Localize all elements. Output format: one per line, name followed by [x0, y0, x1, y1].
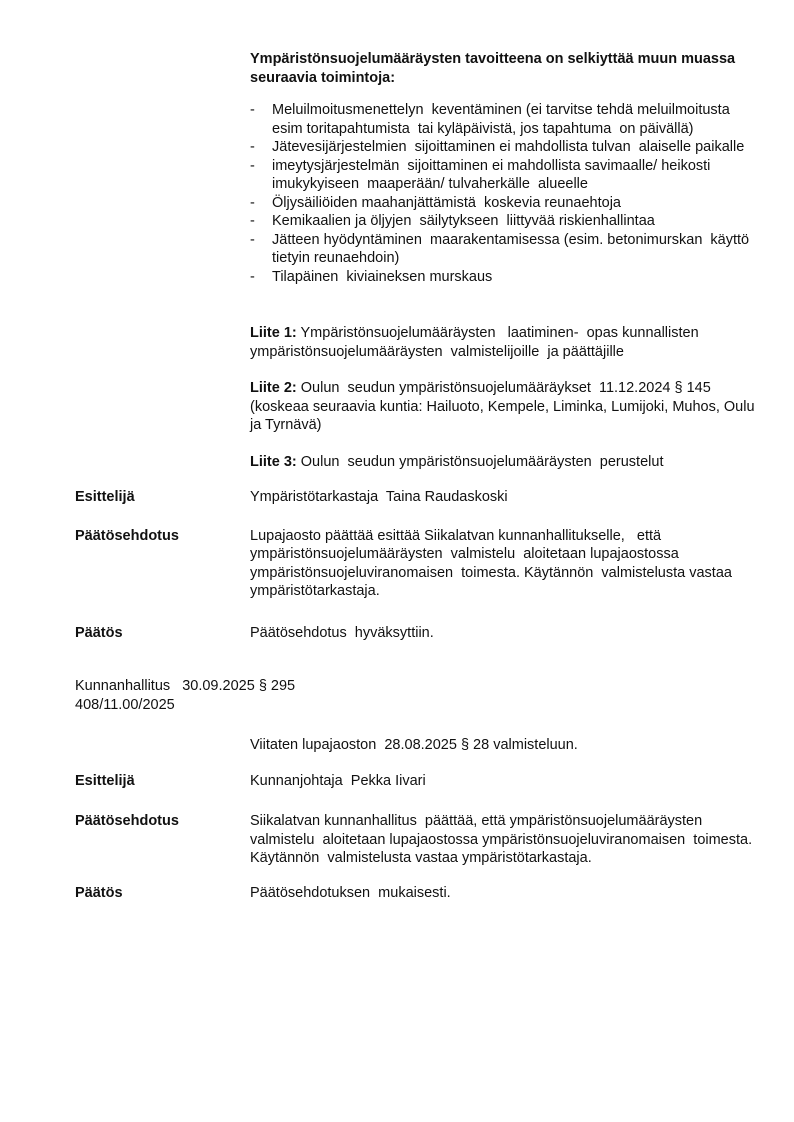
list-item [250, 268, 755, 287]
list-item [250, 212, 755, 231]
bullet-list [250, 101, 755, 286]
section-text: Siikalatvan kunnanhallitus päättää, että ympäristönsuojelumääräysten valmistelu aloitetaan lupajaostossa ympäristönsuojeluviranomaisen toimesta. Käytännön valmistelusta vastaa ympäristötarkastaja. [250, 813, 757, 866]
section-label: Esittelijä [75, 772, 135, 789]
attachment-label: Liite 2: [250, 380, 297, 396]
section-text: Kunnanjohtaja Pekka Iivari [250, 772, 426, 789]
dash-bullet-icon: - [250, 194, 255, 211]
bullet-text: Jätteen hyödyntäminen maarakentamisessa (esim. betonimurskan käyttö tietyin reunaehdoin) [272, 231, 754, 266]
section-label: Päätös [75, 624, 123, 641]
attachment-text: Oulun seudun ympäristönsuojelumääräysten perustelut [296, 453, 664, 470]
intro-block [250, 50, 759, 471]
attachment-list [250, 324, 759, 471]
reference-text: Viitaten lupajaoston 28.08.2025 § 28 valmisteluun. [250, 737, 578, 753]
section-text: Ympäristötarkastaja Taina Raudaskoski [250, 489, 508, 505]
attachment-text: Oulun seudun ympäristönsuojelumääräykset 11.12.2024 § 145 (koskeaa seuraavia kuntia: Hailuoto, Kempele, Liminka, Lumijoki, Muhos, Oulu ja Tyrnävä) [250, 380, 759, 433]
board-heading-line: Kunnanhallitus 30.09.2025 § 295 [75, 678, 296, 694]
dash-bullet-icon: - [250, 268, 255, 285]
bullet-text: Tilapäinen kiviaineksen murskaus [272, 268, 493, 285]
section-esittelija-2 [75, 772, 780, 791]
attachment-liite-2 [250, 379, 759, 435]
bullet-text: imeytysjärjestelmän sijoittaminen ei mahdollista savimaalle/ heikosti imukykyiseen maaperään/ tulvaherkälle alueelle [272, 157, 715, 192]
section-paatos-1 [75, 624, 780, 643]
attachment-liite-3 [250, 453, 755, 472]
dash-bullet-icon: - [250, 102, 255, 118]
board-heading [75, 677, 780, 714]
attachment-liite-1 [250, 324, 755, 361]
list-item [250, 138, 755, 157]
section-paatos-2 [75, 884, 780, 903]
section-esittelija-1 [75, 488, 780, 507]
section-label: Päätös [75, 884, 123, 901]
bullet-text: Kemikaalien ja öljyjen säilytykseen liittyvää riskienhallintaa [272, 213, 655, 229]
section-label: Päätösehdotus [75, 527, 179, 544]
list-item [250, 194, 755, 213]
attachment-text: Ympäristönsuojelumääräysten laatiminen- opas kunnallisten ympäristönsuojelumääräysten valmistelijoille ja päättäjille [250, 325, 703, 360]
dash-bullet-icon: - [250, 231, 255, 248]
section-paatosehdotus-2 [75, 812, 780, 868]
reference-row [75, 736, 780, 755]
case-number: 408/11.00/2025 [75, 696, 175, 713]
section-text: Lupajaosto päättää esittää Siikalatvan kunnanhallitukselle, että ympäristönsuojelumääräysten valmistelu aloitetaan lupajaostossa ympäristönsuojeluviranomaisen toimesta. Käytännön valmistelusta vastaa ympäristötarkastaja. [250, 527, 736, 599]
section-label: Päätösehdotus [75, 813, 179, 829]
section-label [75, 736, 250, 755]
attachment-label: Liite 3: [250, 453, 297, 470]
list-item [250, 231, 755, 268]
dash-bullet-icon: - [250, 213, 255, 229]
section-paatosehdotus-1 [75, 527, 780, 601]
dash-bullet-icon: - [250, 157, 255, 174]
list-item [250, 101, 755, 138]
bullet-text: Meluilmoitusmenettelyn keventäminen (ei tarvitse tehdä meluilmoitusta esim toritapahtumista tai kyläpäivistä, jos tapahtuma on päivällä) [272, 102, 738, 137]
bullet-text: Öljysäiliöiden maahanjättämistä koskevia reunaehtoja [272, 194, 621, 211]
list-item [250, 157, 755, 194]
section-text: Päätösehdotus hyväksyttiin. [250, 624, 434, 641]
attachment-label: Liite 1: [250, 325, 297, 341]
section-text: Päätösehdotuksen mukaisesti. [250, 884, 451, 901]
dash-bullet-icon: - [250, 139, 255, 155]
section-label: Esittelijä [75, 489, 135, 505]
bullet-text: Jätevesijärjestelmien sijoittaminen ei mahdollista tulvan alaiselle paikalle [272, 139, 745, 155]
document-title: Ympäristönsuojelumääräysten tavoitteena on selkiyttää muun muassa seuraavia toimintoja: [250, 51, 740, 86]
